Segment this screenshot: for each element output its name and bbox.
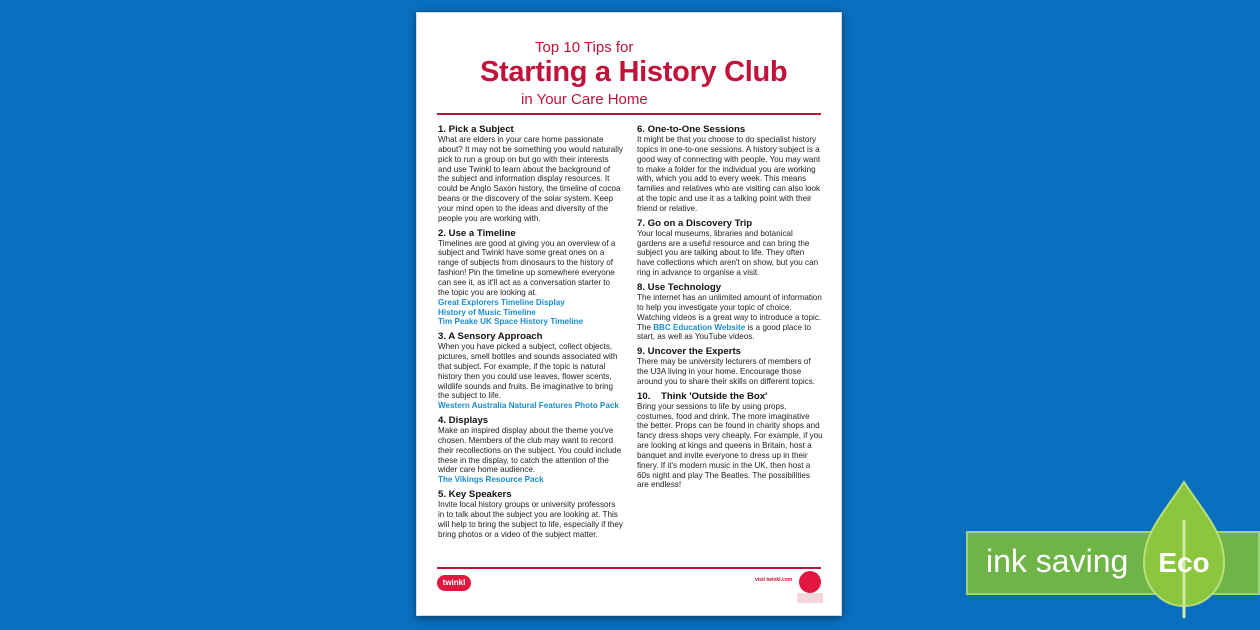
title-divider [437,113,821,115]
tip-8 [637,282,823,342]
tip-heading: 8. Use Technology [637,281,722,293]
tip-heading: 6. One-to-One Sessions [637,124,746,135]
resource-link[interactable]: Tim Peake UK Space History Timeline [438,317,583,327]
tip-4 [438,415,623,485]
eco-badge-label: Eco [1158,547,1210,578]
tip-heading: 1. Pick a Subject [438,124,514,135]
tip-heading: 5. Key Speakers [438,489,512,501]
tip-heading: 3. A Sensory Approach [438,331,543,343]
page-title: Starting a History Club [480,56,788,88]
tip-6 [637,124,823,214]
resource-link[interactable]: Western Australia Natural Features Photo Pack [438,401,619,411]
tip-5 [438,489,623,539]
tip-7 [637,218,823,278]
tip-body [637,293,823,342]
bbc-education-link[interactable]: BBC Education Website [653,322,746,332]
tip-heading: 2. Use a Timeline [438,227,516,239]
tip-body: Your local museums, libraries and botanical gardens are a useful resource and can bring the subject you are talking about to life. They often have collections which aren't on show, but you can ring in advance to organise a visit. [637,228,819,278]
tip-heading: 9. Uncover the Experts [637,346,741,358]
tip-body: When you have picked a subject, collect objects, pictures, smell bottles and sounds associated with that subject. For example, if the topic is natural history then you could use leaves, flower scents, wildlife sounds and fruits. Be imaginative to bring the subject to life. [438,342,618,401]
tip-body-text: is a good place to start, as well as YouTube videos. [637,322,811,342]
tip-10 [637,391,823,491]
title-bottom: in Your Care Home [521,91,648,108]
resource-link[interactable]: History of Music Timeline [438,307,536,317]
badge-ribbon-icon [797,593,823,603]
right-column [637,124,823,494]
tip-1 [438,124,623,224]
tip-body: There may be university lecturers of members of the U3A living in your home. Encourage those around you to share their skills on different topics. [637,357,816,386]
resource-link[interactable]: The Vikings Resource Pack [438,475,544,485]
tip-body: Invite local history groups or university professors in to talk about the subject you are looking at. This will help to bring the subject to life, especially if they bring photos or a video of the subject matter. [438,500,623,539]
resource-link[interactable]: Great Explorers Timeline Display [438,297,565,307]
eco-leaf-icon [1136,480,1232,620]
tip-body: Make an inspired display about the theme you've chosen. Members of the club may want to record their recollections on the subject. You could include these in the display, to catch the attention of the wider care home audience. [438,426,622,475]
title-top: Top 10 Tips for [535,39,634,56]
tip-body: Timelines are good at giving you an overview of a subject and Twinkl have some great ones on a range of subjects from dinosaurs to the history of fashion! Pin the timeline up somewhere everyone can see it, as it'll act as a conversation starter to the topic you are looking at. [438,238,616,297]
tip-body: What are elders in your care home passionate about? It may not be something you would naturally pick to run a group on but go with their interests and use Twinkl to learn about the background of the subject and information display resources. It could be Anglo Saxon history, the timeline of cocoa beans or the discovery of the solar system. Keep your mind open to the ideas and diversity of the people you are working with. [438,135,623,223]
tip-heading: 4. Displays [438,415,489,427]
tip-heading: 7. Go on a Discovery Trip [637,217,753,229]
ink-saving-label: ink saving [986,543,1129,579]
tip-body: Bring your sessions to life by using props, costumes, food and drink. The more imaginative the better. Props can be found in charity shops and fancy dress shops very cheaply. For example, if you are looking at kings and queens in Britain, host a banquet and invite everyone to dress up in their finery. If it's modern music in the UK, then host a 60s night and play The Beatles. The possibilities are endless! [637,401,823,490]
footer-divider [437,567,821,569]
tip-body-text: The internet has an unlimited amount of information to help you investigate your topic of choice. Watching videos is a great way to introduce a topic. The [637,292,822,332]
tip-3 [438,331,623,411]
twinkl-badge-icon [799,571,821,593]
footer-url[interactable]: visit twinkl.com [755,577,793,583]
tip-heading: 10. Think 'Outside the Box' [637,390,768,402]
left-column [438,124,623,544]
tip-9 [637,346,823,387]
document-page [416,12,842,616]
tip-2 [438,228,623,328]
tip-body: It might be that you choose to do specialist history topics in one-to-one sessions. A history subject is a good way of connecting with people. You may want to make a folder for the individual you are working with, which you add to every week. This means families and relatives who are visiting can also look at the topic and use it as a talking point with their friend or relative. [637,135,821,213]
twinkl-logo: twinkl [437,575,471,591]
